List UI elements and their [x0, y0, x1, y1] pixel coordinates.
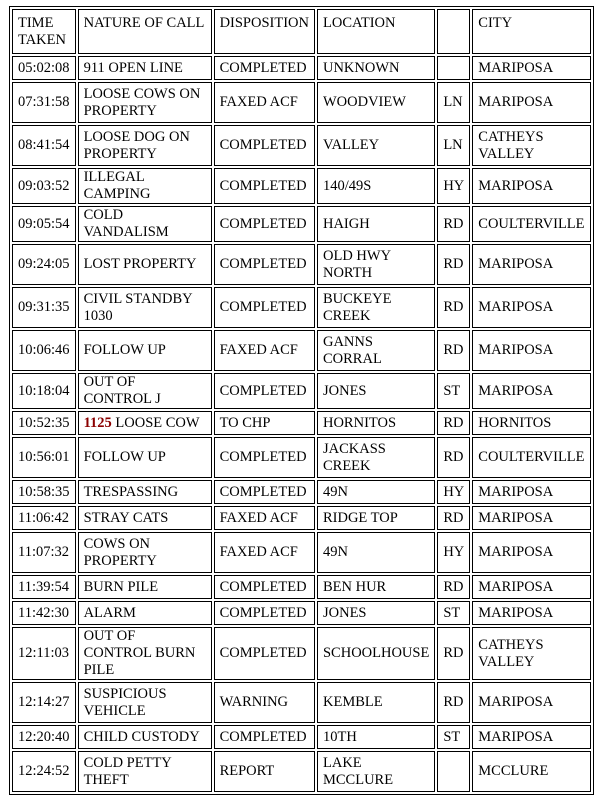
disposition-cell: FAXED ACF	[214, 506, 315, 530]
table-row	[12, 532, 591, 573]
location-cell: HORNITOS	[317, 411, 435, 435]
street-suffix-cell: LN	[437, 82, 470, 123]
table-row	[12, 437, 591, 478]
time-cell: 10:58:35	[12, 480, 76, 504]
street-suffix-cell: RD	[437, 411, 470, 435]
nature-of-call-cell: SUSPICIOUS VEHICLE	[78, 682, 212, 723]
city-cell: MARIPOSA	[472, 168, 590, 204]
city-cell: MARIPOSA	[472, 82, 590, 123]
time-cell: 12:14:27	[12, 682, 76, 723]
street-suffix-cell: HY	[437, 532, 470, 573]
time-cell: 07:31:58	[12, 82, 76, 123]
table-row	[12, 627, 591, 680]
location-cell: 140/49S	[317, 168, 435, 204]
city-cell: CATHEYS VALLEY	[472, 627, 590, 680]
nature-of-call-cell: CIVIL STANDBY 1030	[78, 287, 212, 328]
table-row	[12, 751, 591, 792]
time-cell: 11:39:54	[12, 575, 76, 599]
location-cell: JACKASS CREEK	[317, 437, 435, 478]
table-row	[12, 682, 591, 723]
disposition-cell: COMPLETED	[214, 437, 315, 478]
disposition-cell: FAXED ACF	[214, 82, 315, 123]
nature-of-call-cell: FOLLOW UP	[78, 437, 212, 478]
nature-of-call-cell: 911 OPEN LINE	[78, 56, 212, 80]
location-cell: KEMBLE	[317, 682, 435, 723]
call-log-body	[12, 9, 591, 792]
nature-of-call-cell: LOST PROPERTY	[78, 244, 212, 285]
street-suffix-cell	[437, 751, 470, 792]
table-row	[12, 330, 591, 371]
location-cell: BEN HUR	[317, 575, 435, 599]
street-suffix-cell: RD	[437, 575, 470, 599]
time-cell: 08:41:54	[12, 125, 76, 166]
time-cell: 09:31:35	[12, 287, 76, 328]
location-cell: VALLEY	[317, 125, 435, 166]
call-log-table	[9, 6, 594, 795]
header-city: CITY	[472, 9, 590, 54]
disposition-cell: COMPLETED	[214, 206, 315, 242]
header-time-taken: TIME TAKEN	[12, 9, 76, 54]
location-cell: OLD HWY NORTH	[317, 244, 435, 285]
street-suffix-cell: RD	[437, 287, 470, 328]
time-cell: 09:03:52	[12, 168, 76, 204]
disposition-cell: COMPLETED	[214, 244, 315, 285]
street-suffix-cell: LN	[437, 125, 470, 166]
nature-of-call-cell: OUT OF CONTROL J	[78, 373, 212, 409]
nature-of-call-cell: COLD VANDALISM	[78, 206, 212, 242]
disposition-cell: FAXED ACF	[214, 330, 315, 371]
city-cell: MARIPOSA	[472, 480, 590, 504]
time-cell: 12:11:03	[12, 627, 76, 680]
time-cell: 10:56:01	[12, 437, 76, 478]
table-row	[12, 168, 591, 204]
disposition-cell: REPORT	[214, 751, 315, 792]
city-cell: MARIPOSA	[472, 532, 590, 573]
table-row	[12, 411, 591, 435]
nature-of-call-cell: ALARM	[78, 601, 212, 625]
table-row	[12, 575, 591, 599]
street-suffix-cell: RD	[437, 506, 470, 530]
time-cell: 05:02:08	[12, 56, 76, 80]
table-row	[12, 82, 591, 123]
street-suffix-cell: RD	[437, 244, 470, 285]
street-suffix-cell: RD	[437, 682, 470, 723]
table-row	[12, 506, 591, 530]
city-cell: MARIPOSA	[472, 287, 590, 328]
city-cell: COULTERVILLE	[472, 206, 590, 242]
city-cell: MARIPOSA	[472, 575, 590, 599]
time-cell: 12:24:52	[12, 751, 76, 792]
city-cell: MARIPOSA	[472, 601, 590, 625]
street-suffix-cell: HY	[437, 168, 470, 204]
location-cell: JONES	[317, 601, 435, 625]
street-suffix-cell: RD	[437, 437, 470, 478]
disposition-cell: COMPLETED	[214, 56, 315, 80]
location-cell: JONES	[317, 373, 435, 409]
nature-of-call-cell: LOOSE DOG ON PROPERTY	[78, 125, 212, 166]
city-cell: COULTERVILLE	[472, 437, 590, 478]
city-cell: CATHEYS VALLEY	[472, 125, 590, 166]
city-cell: HORNITOS	[472, 411, 590, 435]
city-cell: MARIPOSA	[472, 244, 590, 285]
city-cell: MARIPOSA	[472, 725, 590, 749]
header-row	[12, 9, 591, 54]
street-suffix-cell	[437, 56, 470, 80]
call-log-container	[9, 6, 594, 795]
nature-of-call-cell: FOLLOW UP	[78, 330, 212, 371]
time-cell: 10:52:35	[12, 411, 76, 435]
street-suffix-cell: RD	[437, 330, 470, 371]
city-cell: MARIPOSA	[472, 56, 590, 80]
time-cell: 11:06:42	[12, 506, 76, 530]
street-suffix-cell: ST	[437, 601, 470, 625]
disposition-cell: COMPLETED	[214, 287, 315, 328]
nature-of-call-cell: STRAY CATS	[78, 506, 212, 530]
location-cell: HAIGH	[317, 206, 435, 242]
disposition-cell: COMPLETED	[214, 627, 315, 680]
disposition-cell: COMPLETED	[214, 480, 315, 504]
nature-of-call-cell: COLD PETTY THEFT	[78, 751, 212, 792]
location-cell: BUCKEYE CREEK	[317, 287, 435, 328]
disposition-cell: COMPLETED	[214, 725, 315, 749]
header-nature-of-call: NATURE OF CALL	[78, 9, 212, 54]
table-row	[12, 373, 591, 409]
nature-of-call-cell: TRESPASSING	[78, 480, 212, 504]
city-cell: MARIPOSA	[472, 682, 590, 723]
location-cell: GANNS CORRAL	[317, 330, 435, 371]
street-suffix-cell: RD	[437, 206, 470, 242]
location-cell: WOODVIEW	[317, 82, 435, 123]
table-row	[12, 601, 591, 625]
disposition-cell: COMPLETED	[214, 125, 315, 166]
street-suffix-cell: RD	[437, 627, 470, 680]
time-cell: 09:05:54	[12, 206, 76, 242]
time-cell: 10:06:46	[12, 330, 76, 371]
nature-of-call-cell: BURN PILE	[78, 575, 212, 599]
nature-text: LOOSE COW	[115, 414, 200, 431]
location-cell: 49N	[317, 480, 435, 504]
table-row	[12, 287, 591, 328]
disposition-cell: TO CHP	[214, 411, 315, 435]
location-cell: RIDGE TOP	[317, 506, 435, 530]
disposition-cell: COMPLETED	[214, 168, 315, 204]
disposition-cell: FAXED ACF	[214, 532, 315, 573]
city-cell: MARIPOSA	[472, 373, 590, 409]
location-cell: UNKNOWN	[317, 56, 435, 80]
nature-of-call-cell: LOOSE COWS ON PROPERTY	[78, 82, 212, 123]
city-cell: MARIPOSA	[472, 330, 590, 371]
street-suffix-cell: ST	[437, 373, 470, 409]
time-cell: 10:18:04	[12, 373, 76, 409]
time-cell: 11:42:30	[12, 601, 76, 625]
location-cell: LAKE MCCLURE	[317, 751, 435, 792]
table-row	[12, 480, 591, 504]
street-suffix-cell: HY	[437, 480, 470, 504]
city-cell: MARIPOSA	[472, 506, 590, 530]
disposition-cell: WARNING	[214, 682, 315, 723]
location-cell: 49N	[317, 532, 435, 573]
table-row	[12, 725, 591, 749]
city-cell: MCCLURE	[472, 751, 590, 792]
table-row	[12, 244, 591, 285]
nature-of-call-cell: OUT OF CONTROL BURN PILE	[78, 627, 212, 680]
time-cell: 12:20:40	[12, 725, 76, 749]
disposition-cell: COMPLETED	[214, 373, 315, 409]
street-suffix-cell: ST	[437, 725, 470, 749]
table-row	[12, 56, 591, 80]
nature-of-call-cell: ILLEGAL CAMPING	[78, 168, 212, 204]
time-cell: 11:07:32	[12, 532, 76, 573]
nature-of-call-cell: COWS ON PROPERTY	[78, 532, 212, 573]
location-cell: SCHOOLHOUSE	[317, 627, 435, 680]
nature-of-call-cell	[78, 411, 212, 435]
header-disposition: DISPOSITION	[214, 9, 315, 54]
call-code: 1125	[83, 414, 112, 431]
location-cell: 10TH	[317, 725, 435, 749]
table-row	[12, 206, 591, 242]
header-street-suffix	[437, 9, 470, 54]
header-location: LOCATION	[317, 9, 435, 54]
disposition-cell: COMPLETED	[214, 601, 315, 625]
nature-of-call-cell: CHILD CUSTODY	[78, 725, 212, 749]
time-cell: 09:24:05	[12, 244, 76, 285]
disposition-cell: COMPLETED	[214, 575, 315, 599]
table-row	[12, 125, 591, 166]
